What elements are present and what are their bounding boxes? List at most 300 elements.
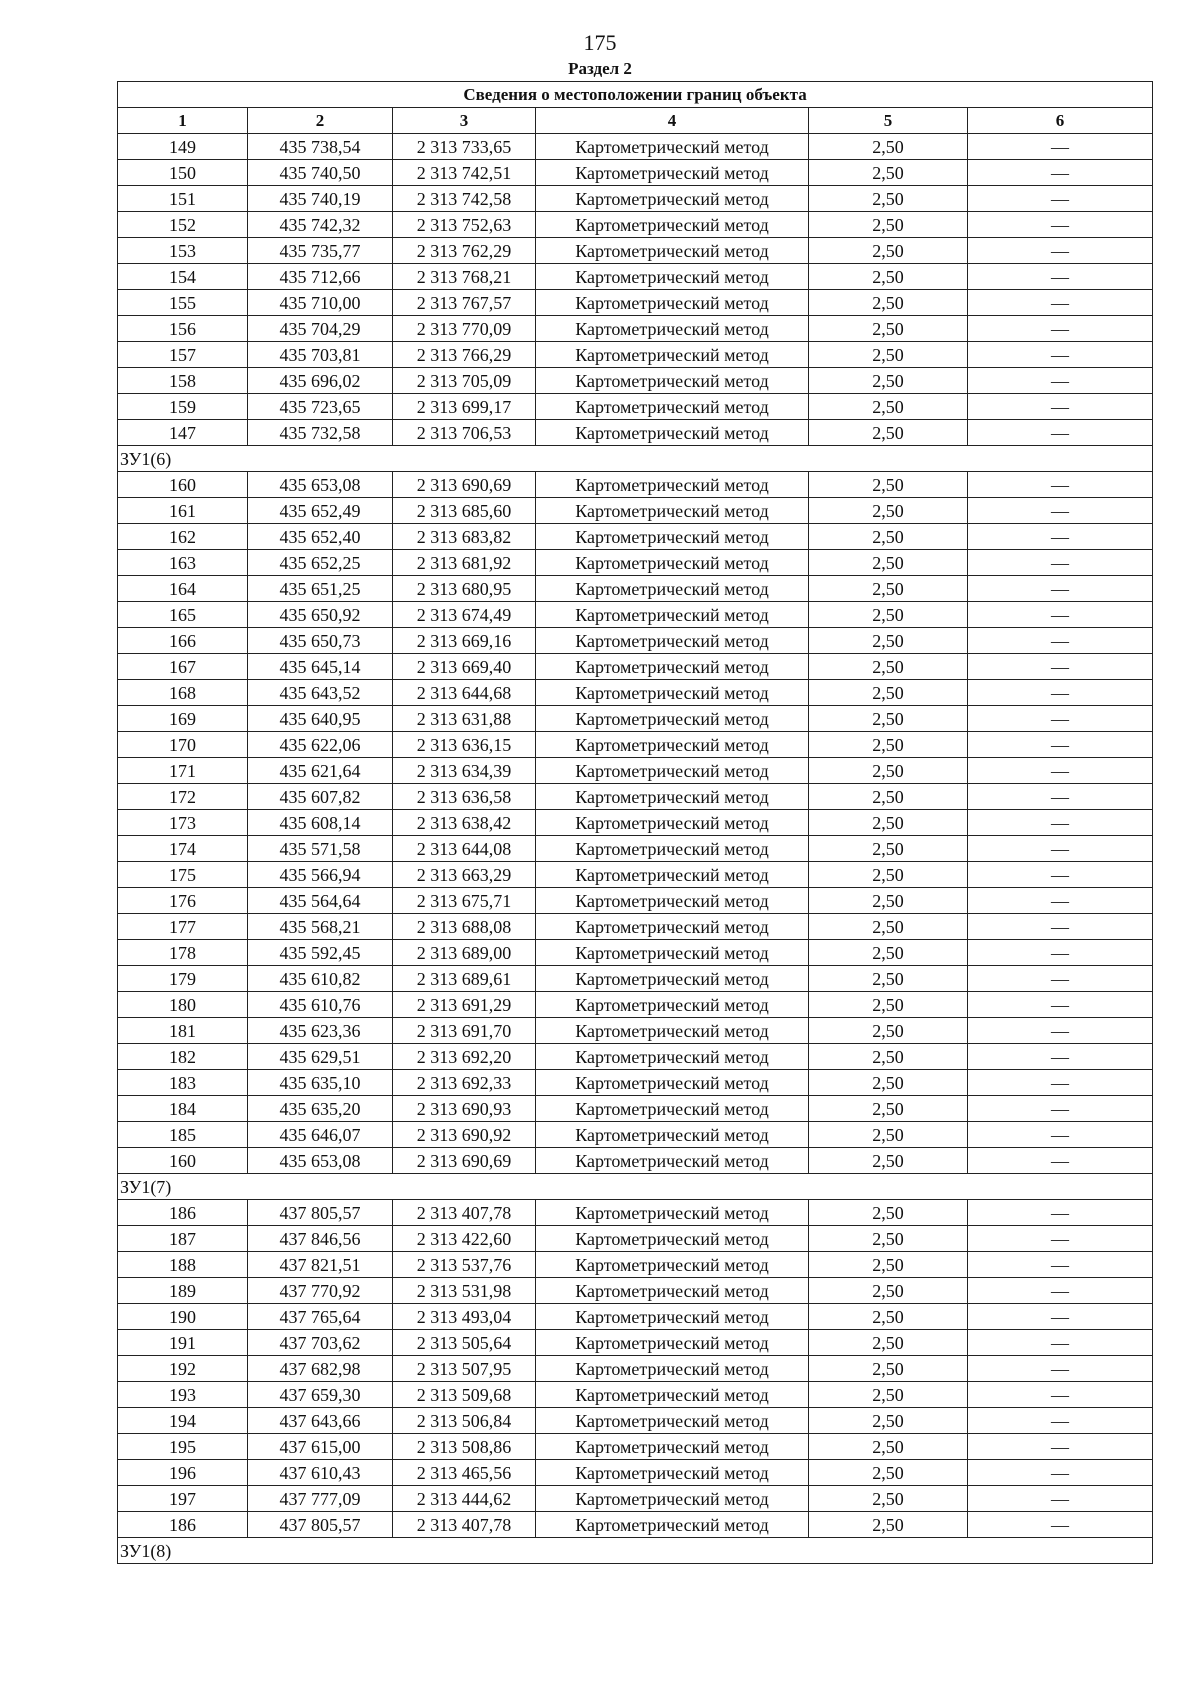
description-cell: — (968, 732, 1153, 758)
y-coordinate-cell: 2 313 762,29 (393, 238, 536, 264)
accuracy-cell: 2,50 (809, 758, 968, 784)
x-coordinate-cell: 435 740,50 (248, 160, 393, 186)
accuracy-cell: 2,50 (809, 1434, 968, 1460)
accuracy-cell: 2,50 (809, 784, 968, 810)
description-cell: — (968, 264, 1153, 290)
table-row (118, 914, 1153, 940)
accuracy-cell: 2,50 (809, 472, 968, 498)
point-number-cell: 189 (118, 1278, 248, 1304)
method-cell: Картометрический метод (536, 1512, 809, 1538)
accuracy-cell: 2,50 (809, 368, 968, 394)
y-coordinate-cell: 2 313 767,57 (393, 290, 536, 316)
accuracy-cell: 2,50 (809, 1304, 968, 1330)
accuracy-cell: 2,50 (809, 966, 968, 992)
table-row (118, 160, 1153, 186)
description-cell: — (968, 1044, 1153, 1070)
description-cell: — (968, 1122, 1153, 1148)
point-number-cell: 147 (118, 420, 248, 446)
point-number-cell: 149 (118, 134, 248, 160)
method-cell: Картометрический метод (536, 524, 809, 550)
method-cell: Картометрический метод (536, 810, 809, 836)
point-number-cell: 170 (118, 732, 248, 758)
x-coordinate-cell: 435 635,10 (248, 1070, 393, 1096)
method-cell: Картометрический метод (536, 888, 809, 914)
table-row (118, 368, 1153, 394)
method-cell: Картометрический метод (536, 160, 809, 186)
description-cell: — (968, 1278, 1153, 1304)
accuracy-cell: 2,50 (809, 186, 968, 212)
table-row (118, 1070, 1153, 1096)
accuracy-cell: 2,50 (809, 836, 968, 862)
accuracy-cell: 2,50 (809, 264, 968, 290)
point-number-cell: 184 (118, 1096, 248, 1122)
x-coordinate-cell: 437 821,51 (248, 1252, 393, 1278)
point-number-cell: 186 (118, 1200, 248, 1226)
group-row (118, 1174, 1153, 1200)
y-coordinate-cell: 2 313 506,84 (393, 1408, 536, 1434)
accuracy-cell: 2,50 (809, 654, 968, 680)
x-coordinate-cell: 435 607,82 (248, 784, 393, 810)
method-cell: Картометрический метод (536, 1044, 809, 1070)
method-cell: Картометрический метод (536, 1304, 809, 1330)
method-cell: Картометрический метод (536, 1356, 809, 1382)
accuracy-cell: 2,50 (809, 1382, 968, 1408)
description-cell: — (968, 758, 1153, 784)
table-row (118, 1148, 1153, 1174)
method-cell: Картометрический метод (536, 1148, 809, 1174)
table-row (118, 706, 1153, 732)
point-number-cell: 155 (118, 290, 248, 316)
table-row (118, 472, 1153, 498)
accuracy-cell: 2,50 (809, 862, 968, 888)
accuracy-cell: 2,50 (809, 238, 968, 264)
point-number-cell: 171 (118, 758, 248, 784)
x-coordinate-cell: 435 652,25 (248, 550, 393, 576)
x-coordinate-cell: 437 777,09 (248, 1486, 393, 1512)
x-coordinate-cell: 435 653,08 (248, 472, 393, 498)
description-cell: — (968, 472, 1153, 498)
x-coordinate-cell: 435 568,21 (248, 914, 393, 940)
description-cell: — (968, 290, 1153, 316)
point-number-cell: 180 (118, 992, 248, 1018)
description-cell: — (968, 1486, 1153, 1512)
table-row (118, 784, 1153, 810)
point-number-cell: 195 (118, 1434, 248, 1460)
accuracy-cell: 2,50 (809, 1226, 968, 1252)
y-coordinate-cell: 2 313 691,70 (393, 1018, 536, 1044)
description-cell: — (968, 498, 1153, 524)
method-cell: Картометрический метод (536, 1278, 809, 1304)
point-number-cell: 162 (118, 524, 248, 550)
description-cell: — (968, 368, 1153, 394)
table-row (118, 1434, 1153, 1460)
x-coordinate-cell: 435 696,02 (248, 368, 393, 394)
method-cell: Картометрический метод (536, 602, 809, 628)
description-cell: — (968, 1460, 1153, 1486)
accuracy-cell: 2,50 (809, 732, 968, 758)
point-number-cell: 172 (118, 784, 248, 810)
y-coordinate-cell: 2 313 691,29 (393, 992, 536, 1018)
method-cell: Картометрический метод (536, 628, 809, 654)
description-cell: — (968, 628, 1153, 654)
table-row (118, 602, 1153, 628)
method-cell: Картометрический метод (536, 394, 809, 420)
description-cell: — (968, 706, 1153, 732)
table-row (118, 680, 1153, 706)
y-coordinate-cell: 2 313 674,49 (393, 602, 536, 628)
method-cell: Картометрический метод (536, 732, 809, 758)
point-number-cell: 154 (118, 264, 248, 290)
x-coordinate-cell: 435 623,36 (248, 1018, 393, 1044)
accuracy-cell: 2,50 (809, 810, 968, 836)
accuracy-cell: 2,50 (809, 1460, 968, 1486)
point-number-cell: 165 (118, 602, 248, 628)
point-number-cell: 179 (118, 966, 248, 992)
point-number-cell: 158 (118, 368, 248, 394)
accuracy-cell: 2,50 (809, 1330, 968, 1356)
description-cell: — (968, 1408, 1153, 1434)
table-row (118, 420, 1153, 446)
y-coordinate-cell: 2 313 733,65 (393, 134, 536, 160)
y-coordinate-cell: 2 313 690,93 (393, 1096, 536, 1122)
point-number-cell: 174 (118, 836, 248, 862)
accuracy-cell: 2,50 (809, 316, 968, 342)
table-row (118, 342, 1153, 368)
y-coordinate-cell: 2 313 537,76 (393, 1252, 536, 1278)
y-coordinate-cell: 2 313 768,21 (393, 264, 536, 290)
description-cell: — (968, 212, 1153, 238)
method-cell: Картометрический метод (536, 212, 809, 238)
table-row (118, 628, 1153, 654)
table-row (118, 1304, 1153, 1330)
x-coordinate-cell: 435 723,65 (248, 394, 393, 420)
table-row (118, 264, 1153, 290)
method-cell: Картометрический метод (536, 264, 809, 290)
method-cell: Картометрический метод (536, 1382, 809, 1408)
description-cell: — (968, 888, 1153, 914)
table-row (118, 134, 1153, 160)
method-cell: Картометрический метод (536, 420, 809, 446)
point-number-cell: 190 (118, 1304, 248, 1330)
column-header: 4 (536, 108, 809, 134)
point-number-cell: 168 (118, 680, 248, 706)
description-cell: — (968, 680, 1153, 706)
accuracy-cell: 2,50 (809, 680, 968, 706)
method-cell: Картометрический метод (536, 1226, 809, 1252)
method-cell: Картометрический метод (536, 472, 809, 498)
description-cell: — (968, 394, 1153, 420)
point-number-cell: 150 (118, 160, 248, 186)
method-cell: Картометрический метод (536, 654, 809, 680)
accuracy-cell: 2,50 (809, 1486, 968, 1512)
x-coordinate-cell: 435 610,76 (248, 992, 393, 1018)
accuracy-cell: 2,50 (809, 888, 968, 914)
description-cell: — (968, 966, 1153, 992)
table-row (118, 836, 1153, 862)
y-coordinate-cell: 2 313 638,42 (393, 810, 536, 836)
x-coordinate-cell: 435 564,64 (248, 888, 393, 914)
table-row (118, 732, 1153, 758)
accuracy-cell: 2,50 (809, 992, 968, 1018)
table-row (118, 1044, 1153, 1070)
accuracy-cell: 2,50 (809, 1278, 968, 1304)
method-cell: Картометрический метод (536, 1252, 809, 1278)
table-row (118, 238, 1153, 264)
method-cell: Картометрический метод (536, 368, 809, 394)
table-body (118, 82, 1153, 1564)
method-cell: Картометрический метод (536, 992, 809, 1018)
x-coordinate-cell: 435 653,08 (248, 1148, 393, 1174)
x-coordinate-cell: 435 643,52 (248, 680, 393, 706)
accuracy-cell: 2,50 (809, 602, 968, 628)
accuracy-cell: 2,50 (809, 550, 968, 576)
table-row (118, 498, 1153, 524)
description-cell: — (968, 238, 1153, 264)
accuracy-cell: 2,50 (809, 576, 968, 602)
x-coordinate-cell: 437 659,30 (248, 1382, 393, 1408)
table-row (118, 940, 1153, 966)
column-header: 3 (393, 108, 536, 134)
method-cell: Картометрический метод (536, 290, 809, 316)
group-label: ЗУ1(8) (118, 1538, 1153, 1564)
method-cell: Картометрический метод (536, 940, 809, 966)
table-row (118, 1330, 1153, 1356)
x-coordinate-cell: 437 805,57 (248, 1200, 393, 1226)
table-row (118, 550, 1153, 576)
y-coordinate-cell: 2 313 699,17 (393, 394, 536, 420)
x-coordinate-cell: 435 571,58 (248, 836, 393, 862)
accuracy-cell: 2,50 (809, 1408, 968, 1434)
method-cell: Картометрический метод (536, 1330, 809, 1356)
table-row (118, 888, 1153, 914)
description-cell: — (968, 602, 1153, 628)
x-coordinate-cell: 435 742,32 (248, 212, 393, 238)
description-cell: — (968, 524, 1153, 550)
x-coordinate-cell: 435 652,40 (248, 524, 393, 550)
point-number-cell: 175 (118, 862, 248, 888)
description-cell: — (968, 992, 1153, 1018)
x-coordinate-cell: 435 732,58 (248, 420, 393, 446)
y-coordinate-cell: 2 313 508,86 (393, 1434, 536, 1460)
group-label: ЗУ1(6) (118, 446, 1153, 472)
y-coordinate-cell: 2 313 683,82 (393, 524, 536, 550)
y-coordinate-cell: 2 313 681,92 (393, 550, 536, 576)
table-row (118, 1252, 1153, 1278)
column-header: 1 (118, 108, 248, 134)
point-number-cell: 160 (118, 1148, 248, 1174)
y-coordinate-cell: 2 313 663,29 (393, 862, 536, 888)
x-coordinate-cell: 435 640,95 (248, 706, 393, 732)
point-number-cell: 173 (118, 810, 248, 836)
x-coordinate-cell: 435 646,07 (248, 1122, 393, 1148)
accuracy-cell: 2,50 (809, 160, 968, 186)
method-cell: Картометрический метод (536, 1486, 809, 1512)
column-header-row (118, 108, 1153, 134)
point-number-cell: 159 (118, 394, 248, 420)
description-cell: — (968, 914, 1153, 940)
x-coordinate-cell: 435 735,77 (248, 238, 393, 264)
y-coordinate-cell: 2 313 634,39 (393, 758, 536, 784)
method-cell: Картометрический метод (536, 1122, 809, 1148)
table-row (118, 316, 1153, 342)
x-coordinate-cell: 435 645,14 (248, 654, 393, 680)
y-coordinate-cell: 2 313 631,88 (393, 706, 536, 732)
y-coordinate-cell: 2 313 636,15 (393, 732, 536, 758)
accuracy-cell: 2,50 (809, 1252, 968, 1278)
table-row (118, 862, 1153, 888)
y-coordinate-cell: 2 313 407,78 (393, 1512, 536, 1538)
x-coordinate-cell: 437 643,66 (248, 1408, 393, 1434)
point-number-cell: 186 (118, 1512, 248, 1538)
x-coordinate-cell: 437 846,56 (248, 1226, 393, 1252)
method-cell: Картометрический метод (536, 680, 809, 706)
method-cell: Картометрический метод (536, 1460, 809, 1486)
description-cell: — (968, 654, 1153, 680)
description-cell: — (968, 1304, 1153, 1330)
point-number-cell: 193 (118, 1382, 248, 1408)
description-cell: — (968, 1096, 1153, 1122)
table-row (118, 1356, 1153, 1382)
accuracy-cell: 2,50 (809, 394, 968, 420)
method-cell: Картометрический метод (536, 238, 809, 264)
point-number-cell: 157 (118, 342, 248, 368)
table-row (118, 576, 1153, 602)
y-coordinate-cell: 2 313 689,61 (393, 966, 536, 992)
y-coordinate-cell: 2 313 407,78 (393, 1200, 536, 1226)
x-coordinate-cell: 435 635,20 (248, 1096, 393, 1122)
x-coordinate-cell: 437 805,57 (248, 1512, 393, 1538)
x-coordinate-cell: 437 770,92 (248, 1278, 393, 1304)
point-number-cell: 178 (118, 940, 248, 966)
accuracy-cell: 2,50 (809, 498, 968, 524)
table-title: Сведения о местоположении границ объекта (118, 82, 1153, 108)
section-label: Раздел 2 (568, 59, 632, 78)
y-coordinate-cell: 2 313 706,53 (393, 420, 536, 446)
accuracy-cell: 2,50 (809, 134, 968, 160)
x-coordinate-cell: 435 652,49 (248, 498, 393, 524)
accuracy-cell: 2,50 (809, 1356, 968, 1382)
point-number-cell: 196 (118, 1460, 248, 1486)
accuracy-cell: 2,50 (809, 940, 968, 966)
y-coordinate-cell: 2 313 689,00 (393, 940, 536, 966)
description-cell: — (968, 940, 1153, 966)
y-coordinate-cell: 2 313 705,09 (393, 368, 536, 394)
description-cell: — (968, 1330, 1153, 1356)
description-cell: — (968, 1226, 1153, 1252)
method-cell: Картометрический метод (536, 706, 809, 732)
table-row (118, 1486, 1153, 1512)
accuracy-cell: 2,50 (809, 1044, 968, 1070)
description-cell: — (968, 862, 1153, 888)
method-cell: Картометрический метод (536, 1434, 809, 1460)
point-number-cell: 191 (118, 1330, 248, 1356)
y-coordinate-cell: 2 313 690,69 (393, 472, 536, 498)
description-cell: — (968, 1356, 1153, 1382)
table-row (118, 1382, 1153, 1408)
point-number-cell: 161 (118, 498, 248, 524)
x-coordinate-cell: 435 738,54 (248, 134, 393, 160)
description-cell: — (968, 160, 1153, 186)
x-coordinate-cell: 435 712,66 (248, 264, 393, 290)
x-coordinate-cell: 437 682,98 (248, 1356, 393, 1382)
table-row (118, 186, 1153, 212)
description-cell: — (968, 784, 1153, 810)
point-number-cell: 185 (118, 1122, 248, 1148)
point-number-cell: 187 (118, 1226, 248, 1252)
y-coordinate-cell: 2 313 644,68 (393, 680, 536, 706)
method-cell: Картометрический метод (536, 1200, 809, 1226)
accuracy-cell: 2,50 (809, 628, 968, 654)
accuracy-cell: 2,50 (809, 1018, 968, 1044)
accuracy-cell: 2,50 (809, 706, 968, 732)
y-coordinate-cell: 2 313 742,58 (393, 186, 536, 212)
x-coordinate-cell: 435 610,82 (248, 966, 393, 992)
table-row (118, 810, 1153, 836)
description-cell: — (968, 1512, 1153, 1538)
group-row (118, 1538, 1153, 1564)
method-cell: Картометрический метод (536, 576, 809, 602)
accuracy-cell: 2,50 (809, 1070, 968, 1096)
column-header: 6 (968, 108, 1153, 134)
group-row (118, 446, 1153, 472)
y-coordinate-cell: 2 313 669,16 (393, 628, 536, 654)
y-coordinate-cell: 2 313 422,60 (393, 1226, 536, 1252)
table-row (118, 1460, 1153, 1486)
table-title-row (118, 82, 1153, 108)
y-coordinate-cell: 2 313 752,63 (393, 212, 536, 238)
column-header: 2 (248, 108, 393, 134)
point-number-cell: 166 (118, 628, 248, 654)
table-row (118, 1122, 1153, 1148)
method-cell: Картометрический метод (536, 134, 809, 160)
point-number-cell: 156 (118, 316, 248, 342)
description-cell: — (968, 342, 1153, 368)
x-coordinate-cell: 435 621,64 (248, 758, 393, 784)
table-row (118, 394, 1153, 420)
x-coordinate-cell: 435 703,81 (248, 342, 393, 368)
point-number-cell: 192 (118, 1356, 248, 1382)
x-coordinate-cell: 435 651,25 (248, 576, 393, 602)
point-number-cell: 181 (118, 1018, 248, 1044)
description-cell: — (968, 186, 1153, 212)
accuracy-cell: 2,50 (809, 342, 968, 368)
group-label: ЗУ1(7) (118, 1174, 1153, 1200)
accuracy-cell: 2,50 (809, 290, 968, 316)
table-row (118, 966, 1153, 992)
y-coordinate-cell: 2 313 675,71 (393, 888, 536, 914)
method-cell: Картометрический метод (536, 550, 809, 576)
point-number-cell: 169 (118, 706, 248, 732)
description-cell: — (968, 550, 1153, 576)
method-cell: Картометрический метод (536, 914, 809, 940)
table-row (118, 1512, 1153, 1538)
point-number-cell: 197 (118, 1486, 248, 1512)
x-coordinate-cell: 435 650,92 (248, 602, 393, 628)
table-row (118, 1408, 1153, 1434)
accuracy-cell: 2,50 (809, 524, 968, 550)
y-coordinate-cell: 2 313 507,95 (393, 1356, 536, 1382)
description-cell: — (968, 1382, 1153, 1408)
y-coordinate-cell: 2 313 465,56 (393, 1460, 536, 1486)
point-number-cell: 182 (118, 1044, 248, 1070)
boundary-coordinates-table (117, 81, 1153, 1564)
x-coordinate-cell: 435 710,00 (248, 290, 393, 316)
point-number-cell: 151 (118, 186, 248, 212)
point-number-cell: 183 (118, 1070, 248, 1096)
table-row (118, 1226, 1153, 1252)
y-coordinate-cell: 2 313 742,51 (393, 160, 536, 186)
x-coordinate-cell: 437 703,62 (248, 1330, 393, 1356)
